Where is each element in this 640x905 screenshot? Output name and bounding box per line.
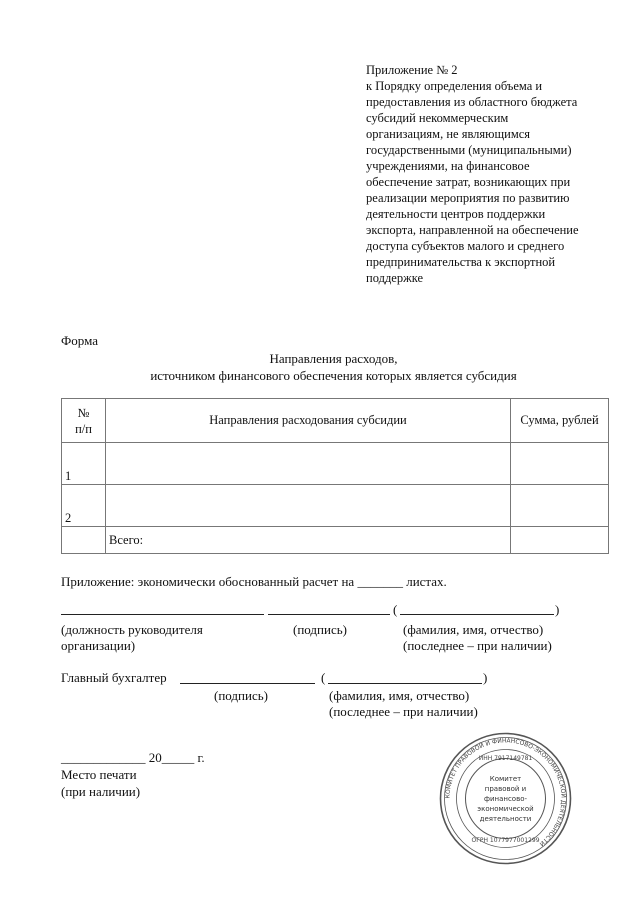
appendix-line: доступа субъектов малого и среднего	[366, 239, 565, 253]
stamp-center-line: Комитет	[489, 775, 522, 783]
header-number	[62, 399, 106, 443]
stamp-outer-text-path: КОМИТЕТ ПРАВОВОЙ И ФИНАНСОВО-ЭКОНОМИЧЕСКОЙ ДЕЯТЕЛЬНОСТИ	[444, 737, 567, 848]
position-line[interactable]	[61, 614, 264, 615]
appendix-line: реализации мероприятия по развитию	[366, 191, 570, 205]
stamp-ogrn: ОГРН 1077977001299	[471, 837, 540, 844]
chief-accountant-label: Главный бухгалтер	[61, 670, 167, 685]
date-year-prefix: 20	[148, 750, 162, 765]
total-amount-cell[interactable]	[511, 527, 609, 554]
appendix-line: Приложение № 2	[366, 63, 458, 77]
stamp-inn: ИНН 7917149781	[478, 755, 533, 762]
open-paren: (	[321, 670, 326, 685]
appendix-line: поддержке	[366, 271, 424, 285]
head-signature-caption: (подпись)	[293, 622, 347, 637]
head-name-caption-line1: (фамилия, имя, отчество)	[403, 622, 544, 637]
row-number: 1	[62, 443, 106, 485]
appendix-line: экспорта, направленной на обеспечение	[366, 223, 579, 237]
seal-label-line2: (при наличии)	[61, 784, 141, 799]
date-line	[61, 750, 205, 766]
head-name-caption-line2: (последнее – при наличии)	[403, 638, 552, 653]
total-label: Всего:	[106, 527, 511, 554]
form-title-line2: источником финансового обеспечения которых является субсидия	[150, 368, 517, 383]
attachment-sheets-blank[interactable]: _______	[357, 574, 403, 589]
stamp-center-line: экономической	[477, 805, 534, 813]
date-suffix: г.	[197, 750, 205, 765]
appendix-line: учреждениями, на финансовое	[366, 159, 530, 173]
close-paren: )	[555, 602, 560, 617]
seal-label-line1: Место печати	[61, 767, 137, 782]
appendix-line: обеспечение затрат, возникающих при	[366, 175, 571, 189]
appendix-line: к Порядку определения объема и	[366, 79, 543, 93]
stamp-center-line: правовой и	[484, 785, 527, 793]
appendix-line: организациям, не являющимся	[366, 127, 531, 141]
date-year-blank[interactable]: _____	[161, 750, 195, 765]
table-total-row	[62, 527, 609, 554]
table-row	[62, 443, 609, 485]
table-header-row	[62, 399, 609, 443]
position-caption-line1: (должность руководителя	[61, 622, 203, 637]
stamp-center-line: деятельности	[479, 815, 532, 823]
header-number-line2: п/п	[75, 421, 92, 436]
form-title-line1: Направления расходов,	[269, 351, 398, 366]
total-empty-cell	[62, 527, 106, 554]
head-name-line[interactable]	[400, 614, 554, 615]
accountant-signature-line[interactable]	[180, 683, 315, 684]
accountant-name-line[interactable]	[328, 683, 482, 684]
table-row	[62, 485, 609, 527]
accountant-name-caption-line1: (фамилия, имя, отчество)	[329, 688, 470, 703]
close-paren: )	[483, 670, 488, 685]
stamp	[438, 731, 573, 866]
header-direction: Направления расходования субсидии	[106, 399, 511, 443]
row-amount-cell[interactable]	[511, 485, 609, 527]
attachment-line	[61, 574, 447, 590]
row-direction-cell[interactable]	[106, 485, 511, 527]
attachment-suffix: листах.	[406, 574, 447, 589]
accountant-signature-caption: (подпись)	[214, 688, 268, 703]
appendix-line: предоставления из областного бюджета	[366, 95, 578, 109]
header-amount: Сумма, рублей	[511, 399, 609, 443]
row-amount-cell[interactable]	[511, 443, 609, 485]
appendix-line: деятельности центров поддержки	[366, 207, 546, 221]
open-paren: (	[393, 602, 398, 617]
header-number-line1: №	[77, 405, 90, 420]
row-direction-cell[interactable]	[106, 443, 511, 485]
expenses-table	[61, 398, 609, 554]
row-number: 2	[62, 485, 106, 527]
appendix-line: субсидий некоммерческим	[366, 111, 509, 125]
accountant-name-caption-line2: (последнее – при наличии)	[329, 704, 478, 719]
date-day-blank[interactable]: _____________	[61, 750, 146, 765]
position-caption-line2: организации)	[61, 638, 136, 653]
appendix-line: государственными (муниципальными)	[366, 143, 572, 157]
appendix-line: предпринимательства к экспортной	[366, 255, 556, 269]
attachment-prefix: Приложение: экономически обоснованный расчет на	[61, 574, 355, 589]
head-signature-line[interactable]	[268, 614, 390, 615]
appendix-heading	[366, 62, 621, 286]
stamp-center-line: финансово-	[483, 795, 528, 803]
form-label: Форма	[61, 333, 98, 348]
